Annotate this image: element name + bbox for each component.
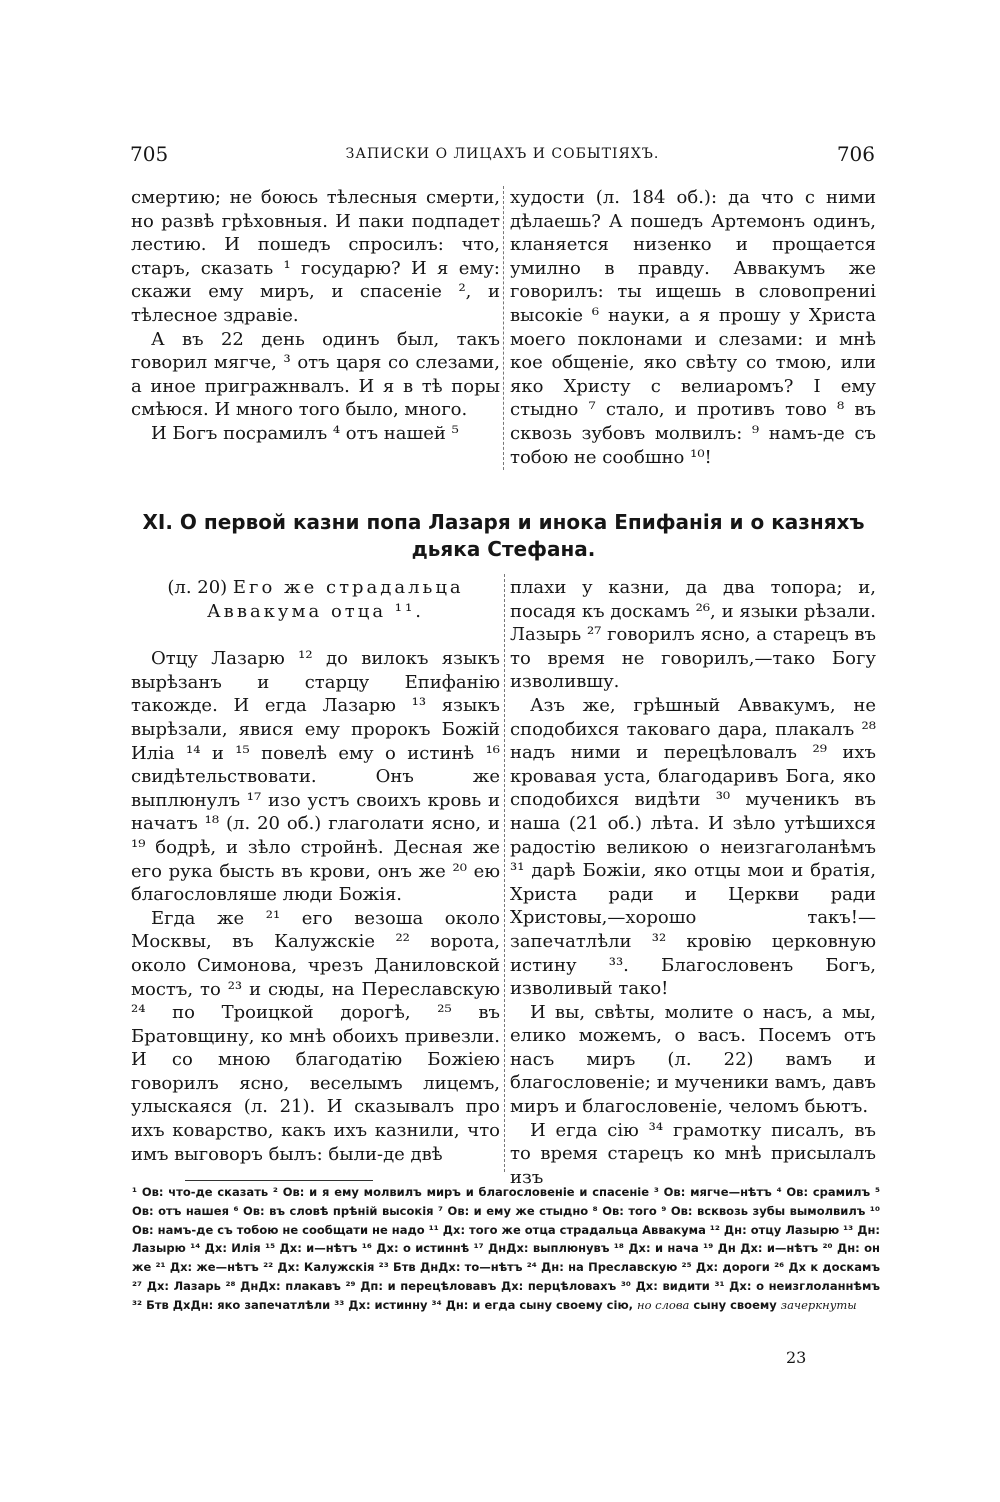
running-title: ЗАПИСКИ О ЛИЦАХЪ И СОБЫТІЯХЪ. xyxy=(345,146,660,162)
paragraph: плахи у казни, да два топора; и, посадя къ доскамъ ²⁶, и языки рѣзали. Лазырь ²⁷ говорилъ ясно, а старецъ въ то время не говорилъ,—тако Богу изволившу. xyxy=(510,577,876,693)
paragraph: смертию; не боюсь тѣлесныя смерти, но развѣ грѣховныя. И паки подпадет лестию. И пошедъ спросилъ: что, старъ, сказать ¹ государю? И я ему: скажи ему миръ, и спасеніе ², и тѣлесное здравіе. xyxy=(131,187,500,326)
section-heading: XI. О первой казни попа Лазаря и инока Епифанія и о казняхъ дьяка Стефана. xyxy=(142,510,865,561)
top-right-column xyxy=(510,186,876,469)
column-divider xyxy=(503,186,504,470)
paragraph: Отцу Лазарю ¹² до вилокъ языкъ вырѣзанъ и старцу Епифанію такожде. И егда Лазарю ¹³ языкъ вырѣзали, явися ему пророкъ Божій Иліа ¹⁴ и ¹⁵ повелѣ ему о истинѣ ¹⁶ свидѣтельствовати. Онъ же выплюнулъ ¹⁷ изо устъ своихъ кровь и начатъ ¹⁸ (л. 20 об.) глаголати ясно, и ¹⁹ бодрѣ, и зѣло стройнѣ. Десная же его рука бысть въ крови, онъ же ²⁰ ею благословляше люди Божія. xyxy=(131,648,500,906)
paragraph: худости (л. 184 об.): да что с ними дѣлаешь? А пошедъ Артемонъ одинъ, кланяется низенко и прощается умилно в правду. Аввакумъ же говорилъ: ты ищешь в словопрениі высокіе ⁶ науки, а я прошу у Христа моего поклонами и слезами: и мнѣ кое общеніе, яко свѣту со тмою, или яко Христу с велиаромъ? I ему стыдно ⁷ стало, и противъ тово ⁸ въ сквозь зубовъ молвилъ: ⁹ намъ-де съ тобою не сообшно ¹⁰! xyxy=(510,187,876,468)
running-header xyxy=(130,142,875,172)
subheading-text: Его же страдальца Аввакума отца ¹¹. xyxy=(207,577,464,622)
chapter-subheading xyxy=(131,576,500,623)
footnote-text: сыну своему xyxy=(693,1297,777,1312)
spacer xyxy=(131,623,500,647)
footnotes xyxy=(132,1183,880,1315)
page-number-left: 705 xyxy=(130,142,169,166)
paragraph: И вы, свѣты, молите о насъ, а мы, елико можемъ, о васъ. Посемъ отъ насъ миръ (л. 22) вамъ и благословеніе; и мученики вамъ, давъ миръ и благословеніе, челомъ бьютъ. xyxy=(510,1001,876,1118)
paragraph: И Богъ посрамилъ ⁴ отъ нашей ⁵ xyxy=(151,422,459,444)
leaf-reference: (л. 20) xyxy=(167,577,228,598)
footnotes-text: ¹ Ов: что-де сказать ² Ов: и я ему молвилъ миръ и благословеніе и спасеніе ³ Ов: мягче—нѣтъ ⁴ Ов: срамилъ ⁵ Ов: отъ нашея ⁶ Ов: въ словѣ прѣній высокія ⁷ Ов: и ему же стыдно ⁸ Ов: того ⁹ Ов: всквозь зубы вымолвилъ ¹⁰ Ов: намъ-де съ тобою не сообщати не надо ¹¹ Дх: того же отца страдальца Аввакума ¹² Дн: отцу Лазырю ¹³ Дн: Лазырю ¹⁴ Дх: Илія ¹⁵ Дх: и—нѣтъ ¹⁶ Дх: о истиннѣ ¹⁷ ДнДх: выплюнувъ ¹⁸ Дх: и нача ¹⁹ Дн Дх: и—нѣтъ ²⁰ Дн: он же ²¹ Дх: же—нѣтъ ²² Дх: Калужскія ²³ Бтв ДнДх: то—нѣтъ ²⁴ Дн: на Преславскую ²⁵ Дх: дороги ²⁶ Дх к доскамъ ²⁷ Дх: Лазарь ²⁸ ДнДх: плакавъ ²⁹ Дп: и перецѣловавъ Дх: перцѣловахъ ³⁰ Дх: видити ³¹ Дх: о неизглоланнѣмъ ³² Бтв ДхДн: яко запечатлѣли ³³ Дх: истинну ³⁴ Дн: и егда сыну своему сію, xyxy=(132,1185,880,1312)
page-number-right: 706 xyxy=(836,142,875,166)
body-left-column xyxy=(131,576,500,1166)
footnote-separator xyxy=(185,1180,373,1181)
top-left-column xyxy=(131,186,500,446)
column-divider xyxy=(504,574,505,1172)
paragraph: Азъ же, грѣшный Аввакумъ, не сподобихся таковаго дара, плакалъ ²⁸ надъ ними и перецѣловалъ ²⁹ ихъ кровавая уста, благодаривъ Бога, яко сподобихся видѣти ³⁰ мученикъ въ наша (21 об.) лѣта. И зѣло утѣшихся радостію великою о неизгаголанѣмъ ³¹ дарѣ Божіи, яко отцы мои и братія, Христа ради и Церкви ради Христовы,—хорошо такъ!—запечатлѣли ³² кровію церковную истину ³³. Благословенъ Богъ, изволивый тако! xyxy=(510,694,876,1000)
paragraph: А въ 22 день одинъ был, такъ говорил мягче, ³ отъ царя со слезами, а иное пригражнвалъ. И я в тѣ поры смѣюся. И много того было, много. xyxy=(131,328,500,421)
body-right-column xyxy=(510,576,876,1189)
paragraph: Егда же ²¹ его везоша около Москвы, въ Калужскіе ²² ворота, около Симонова, чрезъ Даниловской мостъ, то ²³ и сюды, на Переславскую ²⁴ по Троицкой дорогѣ, ²⁵ въ Братовщину, ко мнѣ обоихъ привезли. И со мною благодатію Божіею говорилъ ясно, веселымъ лицемъ, улыскаяся (л. 21). И сказывалъ про ихъ коварство, какъ ихъ казнили, что имъ выговоръ былъ: были-де двѣ xyxy=(131,907,500,1165)
paragraph: И егда сію ³⁴ грамотку писалъ, въ то время старецъ ко мнѣ присылалъ изъ xyxy=(510,1119,876,1188)
footnote-italic: зачеркнуты xyxy=(780,1297,857,1312)
footnote-italic: но слова xyxy=(637,1297,690,1312)
signature-mark: 23 xyxy=(786,1348,807,1367)
